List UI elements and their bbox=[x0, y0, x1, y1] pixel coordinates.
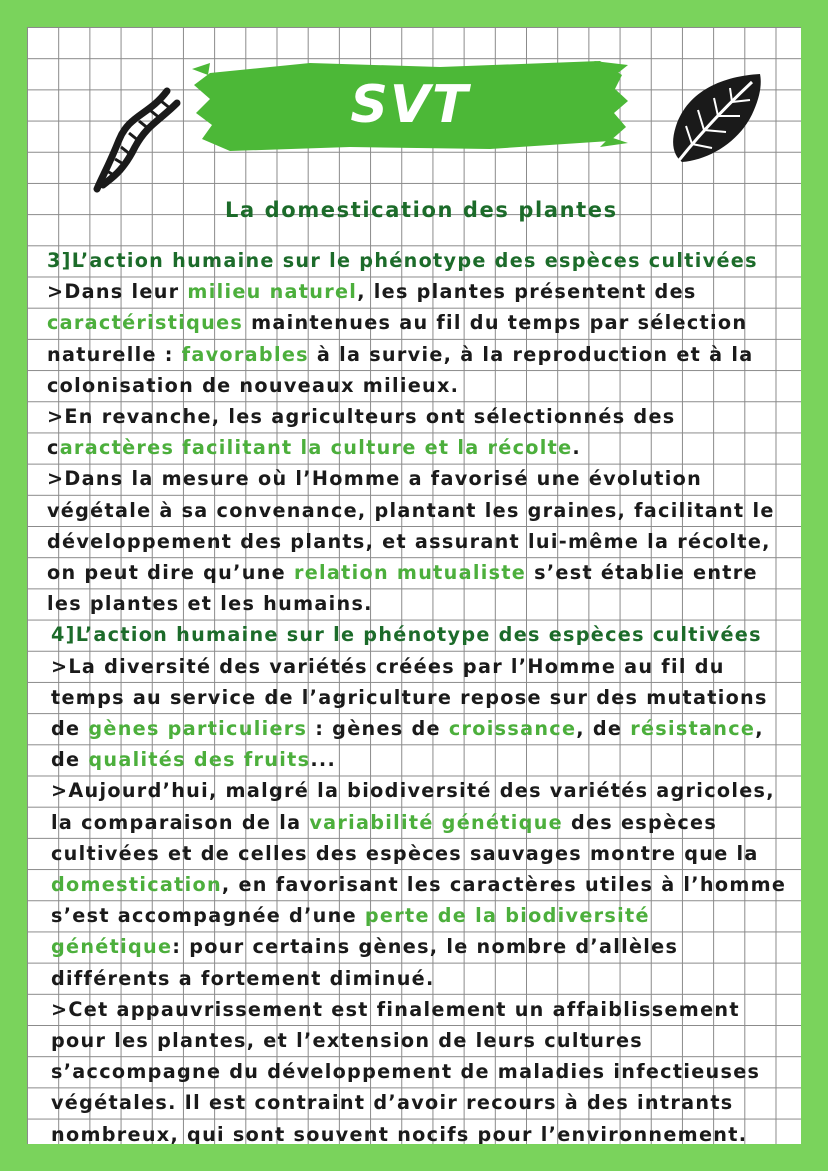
text-run: >La diversité des variétés créées par l’Homme au fil du temps au service de l’agriculture repose sur des mutations de bbox=[51, 654, 768, 741]
section-4-heading: 4]L’action humaine sur le phénotype des espèces cultivées bbox=[51, 623, 762, 647]
section-4-paragraph-1 bbox=[47, 651, 787, 776]
text-run: , de bbox=[51, 717, 764, 772]
text-run: >Dans leur bbox=[47, 280, 188, 304]
highlighted-term: résistance bbox=[630, 717, 756, 741]
notes-body bbox=[47, 245, 787, 1144]
section-3-paragraph-2 bbox=[47, 401, 787, 463]
page-subtitle: La domestication des plantes bbox=[225, 198, 618, 222]
page-title: SVT bbox=[350, 75, 470, 135]
dna-icon bbox=[89, 85, 181, 195]
highlighted-term: qualités des fruits bbox=[88, 748, 311, 772]
highlighted-term: favorables bbox=[181, 342, 309, 366]
highlighted-term: caractéristiques bbox=[47, 311, 244, 335]
leaf-icon bbox=[664, 70, 764, 174]
highlighted-term: variabilité génétique bbox=[309, 810, 563, 834]
section-3-paragraph-1 bbox=[47, 276, 787, 401]
notebook-page bbox=[27, 27, 801, 1144]
highlighted-term: aractères facilitant la culture et la récolte bbox=[59, 436, 573, 460]
section-4-paragraph-3 bbox=[47, 994, 787, 1144]
text-run: à la survie, à la reproduction et à la colonisation de nouveaux milieux. bbox=[47, 342, 754, 397]
text-run: >Cet appauvrissement est finalement un affaiblissement pour les plantes, et l’extension de leurs cultures s’accompagne du développement de maladies infectieuses végétales. Il est contraint d’avoir recours à des intrants nombreux, qui sont souvent nocifs pour l’environnement. bbox=[51, 997, 761, 1144]
text-run: , en favorisant les caractères utiles à l’homme s’est accompagnée d’une bbox=[51, 873, 787, 928]
highlighted-term: domestication bbox=[51, 873, 222, 897]
highlighted-term: milieu naturel bbox=[187, 280, 358, 304]
highlighted-term: gènes particuliers bbox=[88, 717, 308, 741]
highlighted-term: perte de la biodiversité génétique bbox=[51, 904, 650, 959]
text-run: >Aujourd’hui, malgré la biodiversité des variétés agricoles, la comparaison de la bbox=[51, 779, 775, 834]
text-run: : gènes de bbox=[307, 717, 449, 741]
text-run: >En revanche, les agriculteurs ont sélectionnés des c bbox=[47, 405, 676, 460]
text-run: ... bbox=[310, 748, 337, 772]
text-run: , de bbox=[576, 717, 631, 741]
text-run: des espèces cultivées et de celles des espèces sauvages montre que la bbox=[51, 810, 759, 865]
text-run: maintenues au fil du temps par sélection naturelle : bbox=[47, 311, 748, 366]
section-3-paragraph-3 bbox=[47, 463, 787, 619]
section-4-paragraph-2 bbox=[47, 775, 787, 993]
text-run: : pour certains gènes, le nombre d’allèles différents a fortement diminué. bbox=[51, 935, 679, 990]
text-run: >Dans la mesure où l’Homme a favorisé une évolution végétale à sa convenance, plantant les graines, facilitant le développement des plants, et assurant lui-même la récolte, on peut dire qu’une bbox=[47, 467, 775, 585]
highlighted-term: relation mutualiste bbox=[293, 561, 527, 585]
highlighted-term: croissance bbox=[448, 717, 577, 741]
section-3-heading: 3]L’action humaine sur le phénotype des espèces cultivées bbox=[47, 249, 758, 272]
text-run: s’est établie entre les plantes et les humains. bbox=[47, 561, 758, 616]
text-run: . bbox=[572, 436, 581, 460]
text-run: , les plantes présentent des bbox=[357, 280, 697, 304]
